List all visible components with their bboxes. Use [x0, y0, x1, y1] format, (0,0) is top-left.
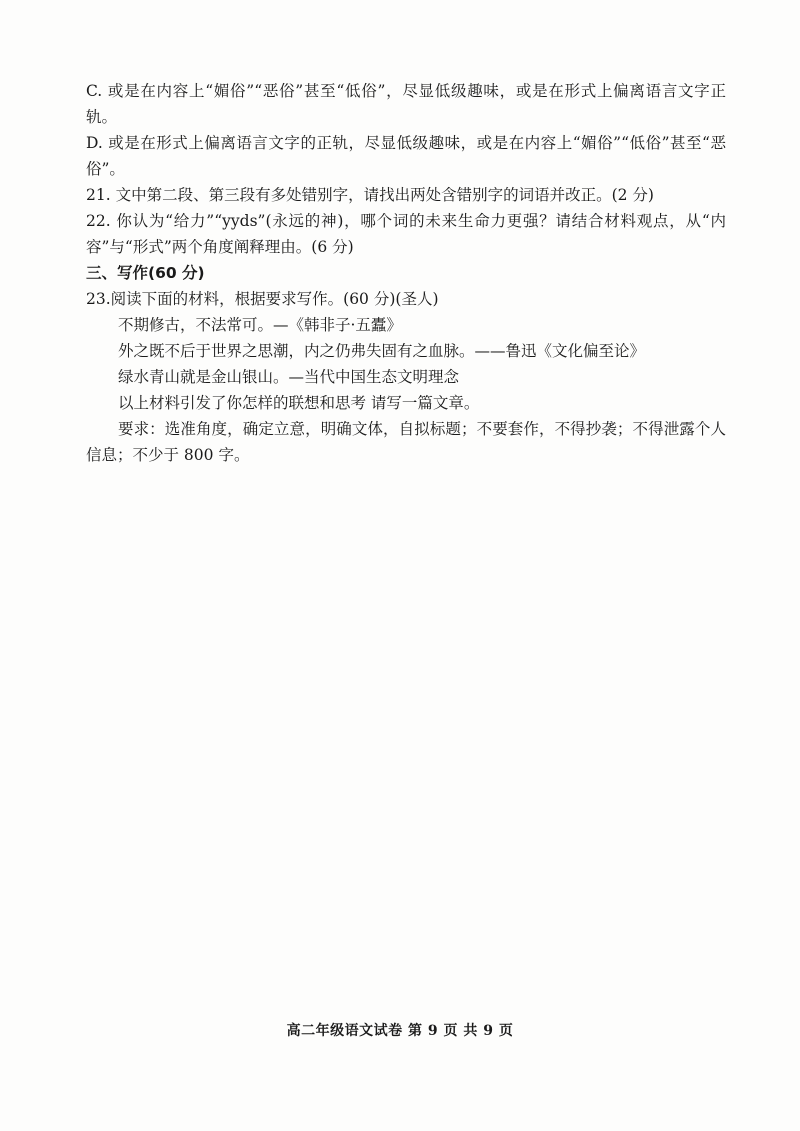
writing-requirements: 要求：选准角度，确定立意，明确文体，自拟标题；不要套作，不得抄袭；不得泄露个人信息；不少于 800 字。 [86, 420, 726, 464]
option-c: C. 或是在内容上“媚俗”“恶俗”甚至“低俗”，尽显低级趣味，或是在形式上偏离语言文字正轨。 [86, 82, 726, 126]
material-quote-1: 不期修古，不法常可。—《韩非子·五蠹》 [118, 316, 402, 334]
page-content [86, 78, 726, 468]
section-heading-writing: 三、写作(60 分) [86, 264, 205, 282]
material-quote-3: 绿水青山就是金山银山。—当代中国生态文明理念 [118, 368, 460, 386]
material-quote-2: 外之既不后于世界之思潮，内之仍弗失固有之血脉。——鲁迅《文化偏至论》 [118, 342, 646, 360]
material-prompt: 以上材料引发了你怎样的联想和思考 请写一篇文章。 [118, 394, 480, 412]
question-23-intro: 23.阅读下面的材料，根据要求写作。(60 分)(圣人) [86, 290, 439, 308]
option-d: D. 或是在形式上偏离语言文字的正轨，尽显低级趣味，或是在内容上“媚俗”“低俗”甚至“恶俗”。 [86, 134, 726, 178]
question-22: 22. 你认为“给力”“yyds”(永远的神)，哪个词的未来生命力更强？请结合材料观点，从“内容”与“形式”两个角度阐释理由。(6 分) [86, 212, 726, 256]
question-21: 21. 文中第二段、第三段有多处错别字，请找出两处含错别字的词语并改正。(2 分) [86, 186, 654, 204]
page-footer: 高二年级语文试卷 第 9 页 共 9 页 [286, 1023, 514, 1039]
